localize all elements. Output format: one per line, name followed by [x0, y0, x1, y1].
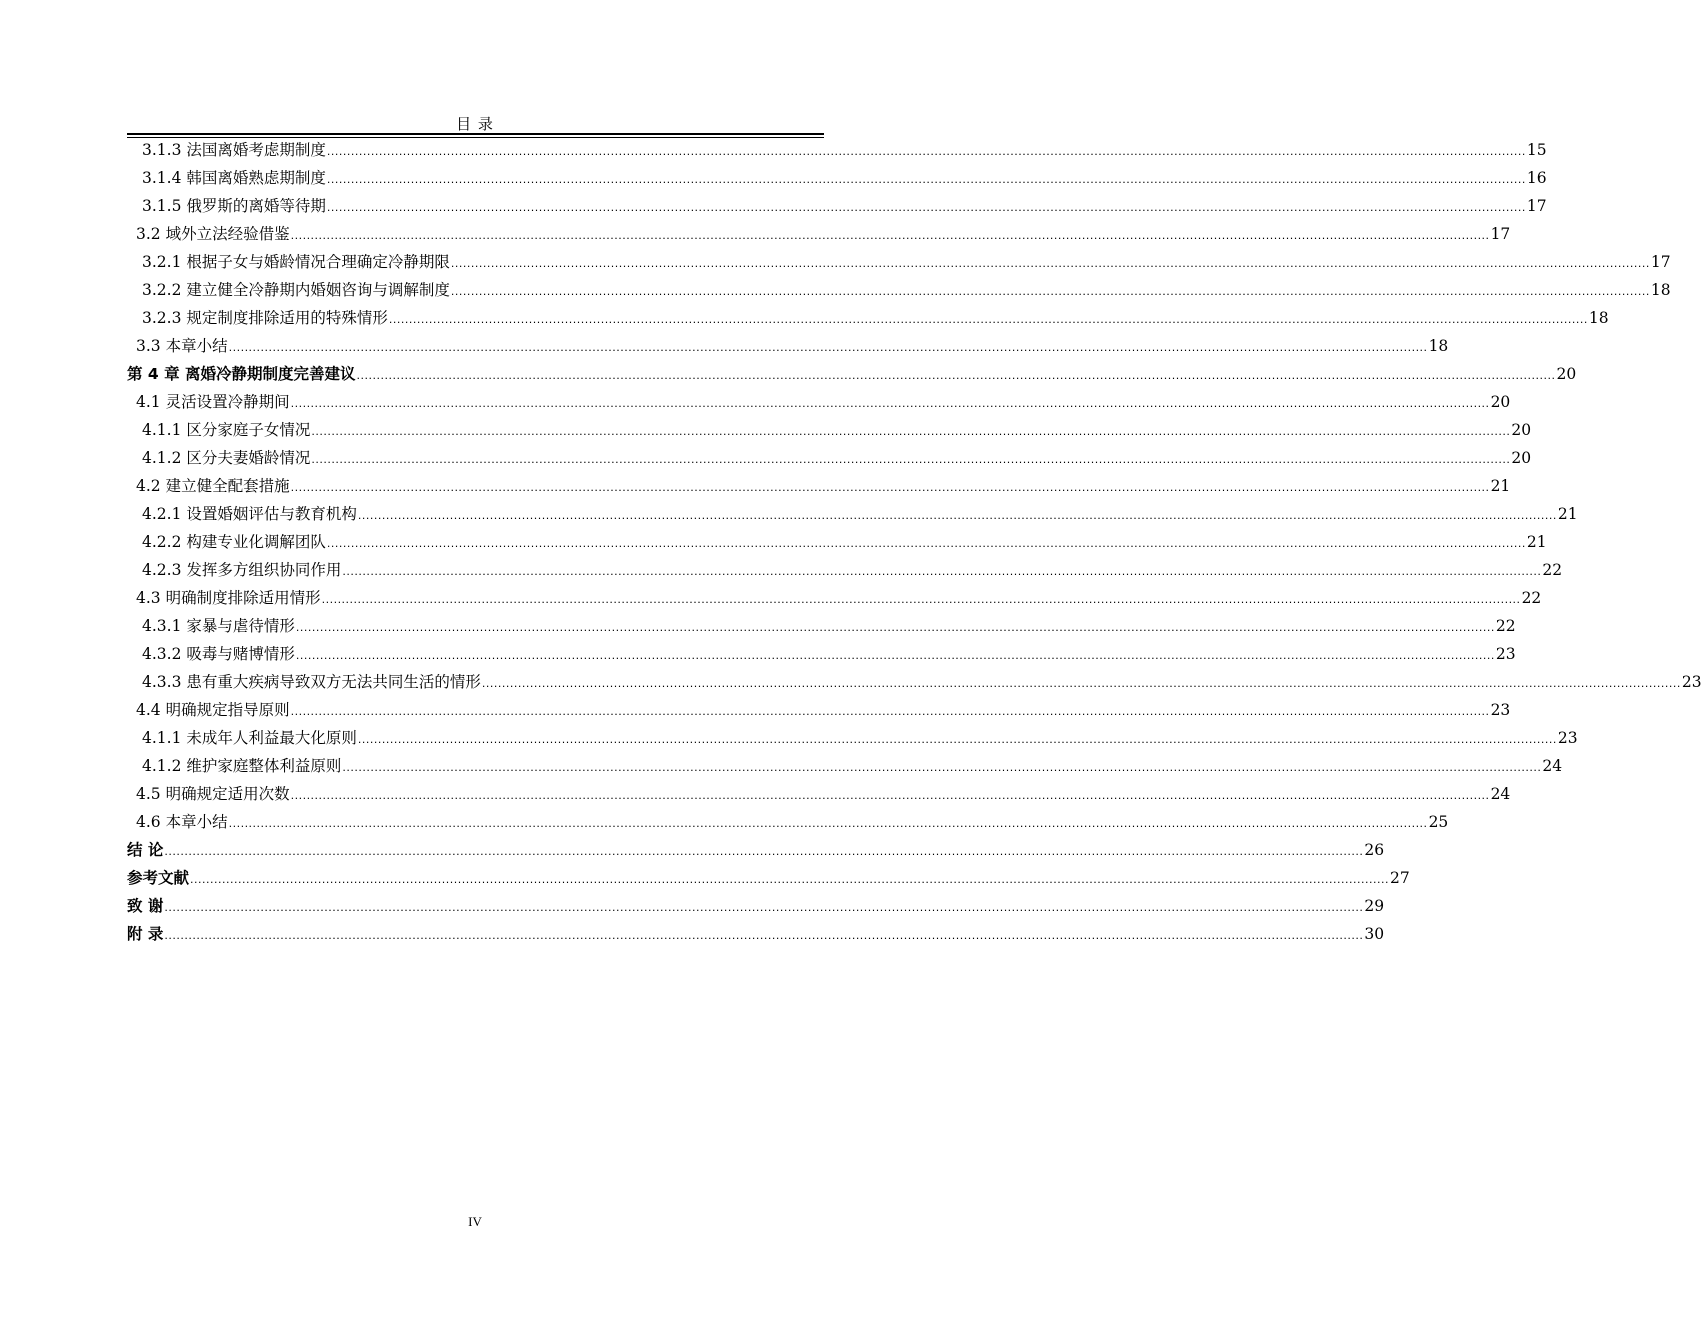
toc-entry-page-number: 21: [1490, 477, 1511, 495]
toc-entry-page-number: 26: [1364, 841, 1385, 859]
toc-entry[interactable]: [127, 556, 1563, 584]
toc-entry[interactable]: [127, 584, 1542, 612]
toc-entry-title: 4.2.1 设置婚姻评估与教育机构: [142, 505, 357, 523]
toc-dot-leader: ............................................................................................................................................................................................................................................................................................................: [190, 873, 1389, 886]
toc-entry-title: 3.3 本章小结: [136, 337, 228, 355]
toc-entry[interactable]: [127, 472, 1511, 500]
table-of-contents: [127, 136, 1702, 948]
toc-dot-leader: ............................................................................................................................................................................................................................................................................................................: [326, 201, 1526, 214]
toc-entry-page-number: 20: [1511, 449, 1532, 467]
toc-dot-leader: ............................................................................................................................................................................................................................................................................................................: [357, 509, 1557, 522]
page-header-title: 目 录: [456, 115, 494, 133]
toc-dot-leader: ............................................................................................................................................................................................................................................................................................................: [357, 733, 1557, 746]
toc-entry-page-number: 18: [1428, 337, 1449, 355]
toc-entry-title: 4.3.2 吸毒与赌博情形: [142, 645, 295, 663]
toc-dot-leader: ............................................................................................................................................................................................................................................................................................................: [290, 481, 1490, 494]
toc-entry-page-number: 17: [1490, 225, 1511, 243]
toc-entry-title: 4.3.3 患有重大疾病导致双方无法共同生活的情形: [142, 673, 481, 691]
toc-dot-leader: ............................................................................................................................................................................................................................................................................................................: [326, 145, 1526, 158]
toc-entry[interactable]: [127, 780, 1511, 808]
toc-entry[interactable]: [127, 304, 1609, 332]
toc-entry-title: 3.1.4 韩国离婚熟虑期制度: [142, 169, 326, 187]
toc-entry-title: 4.1.2 维护家庭整体利益原则: [142, 757, 342, 775]
toc-entry[interactable]: [127, 920, 1385, 948]
toc-entry-page-number: 23: [1557, 729, 1578, 747]
toc-entry-title: 3.1.3 法国离婚考虑期制度: [142, 141, 326, 159]
toc-entry[interactable]: [127, 612, 1516, 640]
toc-entry-title: 4.3.1 家暴与虐待情形: [142, 617, 295, 635]
toc-dot-leader: ............................................................................................................................................................................................................................................................................................................: [164, 845, 1364, 858]
toc-entry-title: 4.4 明确规定指导原则: [136, 701, 290, 719]
toc-entry-title: 4.1.1 区分家庭子女情况: [142, 421, 311, 439]
toc-entry-page-number: 17: [1650, 253, 1671, 271]
toc-entry-page-number: 24: [1490, 785, 1511, 803]
toc-entry-title: 3.1.5 俄罗斯的离婚等待期: [142, 197, 326, 215]
toc-entry-title: 4.2 建立健全配套措施: [136, 477, 290, 495]
toc-dot-leader: ............................................................................................................................................................................................................................................................................................................: [290, 229, 1490, 242]
toc-entry[interactable]: [127, 724, 1578, 752]
toc-entry-title: 4.1.1 未成年人利益最大化原则: [142, 729, 357, 747]
toc-dot-leader: ............................................................................................................................................................................................................................................................................................................: [481, 677, 1681, 690]
toc-entry[interactable]: [127, 752, 1563, 780]
toc-entry-title: 4.6 本章小结: [136, 813, 228, 831]
toc-entry[interactable]: [127, 892, 1385, 920]
toc-dot-leader: ............................................................................................................................................................................................................................................................................................................: [326, 537, 1526, 550]
toc-entry[interactable]: [127, 248, 1671, 276]
toc-entry-page-number: 22: [1542, 561, 1563, 579]
toc-entry-title: 4.2.3 发挥多方组织协同作用: [142, 561, 342, 579]
toc-entry-page-number: 18: [1588, 309, 1609, 327]
toc-entry[interactable]: [127, 808, 1449, 836]
toc-entry[interactable]: [127, 276, 1671, 304]
toc-entry-title: 3.2.2 建立健全冷静期内婚姻咨询与调解制度: [142, 281, 450, 299]
toc-entry[interactable]: [127, 836, 1385, 864]
toc-entry-title: 4.1 灵活设置冷静期间: [136, 393, 290, 411]
toc-entry[interactable]: [127, 164, 1547, 192]
toc-entry-title: 4.3 明确制度排除适用情形: [136, 589, 321, 607]
toc-entry-page-number: 22: [1495, 617, 1516, 635]
toc-dot-leader: ............................................................................................................................................................................................................................................................................................................: [450, 257, 1650, 270]
toc-entry[interactable]: [127, 360, 1577, 388]
toc-entry-title: 4.1.2 区分夫妻婚龄情况: [142, 449, 311, 467]
toc-entry-title: 4.5 明确规定适用次数: [136, 785, 290, 803]
toc-entry-page-number: 21: [1557, 505, 1578, 523]
toc-entry-page-number: 23: [1490, 701, 1511, 719]
toc-entry-page-number: 22: [1521, 589, 1542, 607]
toc-dot-leader: ............................................................................................................................................................................................................................................................................................................: [164, 901, 1364, 914]
toc-entry-page-number: 29: [1364, 897, 1385, 915]
toc-dot-leader: ............................................................................................................................................................................................................................................................................................................: [326, 173, 1526, 186]
toc-entry-title: 4.2.2 构建专业化调解团队: [142, 533, 326, 551]
toc-entry-page-number: 24: [1542, 757, 1563, 775]
toc-entry[interactable]: [127, 136, 1547, 164]
toc-entry-page-number: 25: [1428, 813, 1449, 831]
toc-entry-page-number: 16: [1526, 169, 1547, 187]
toc-entry-page-number: 20: [1511, 421, 1532, 439]
toc-entry-page-number: 20: [1556, 365, 1577, 383]
toc-entry[interactable]: [127, 528, 1547, 556]
toc-entry-page-number: 30: [1364, 925, 1385, 943]
toc-entry[interactable]: [127, 500, 1578, 528]
toc-entry-page-number: 15: [1526, 141, 1547, 159]
page-number: IV: [468, 1214, 482, 1229]
toc-dot-leader: ............................................................................................................................................................................................................................................................................................................: [311, 425, 1511, 438]
toc-entry[interactable]: [127, 668, 1702, 696]
toc-dot-leader: ............................................................................................................................................................................................................................................................................................................: [290, 705, 1490, 718]
toc-entry[interactable]: [127, 192, 1547, 220]
toc-entry-title: 结 论: [127, 841, 164, 859]
toc-entry-page-number: 18: [1650, 281, 1671, 299]
toc-entry[interactable]: [127, 220, 1511, 248]
toc-entry[interactable]: [127, 332, 1449, 360]
toc-entry-page-number: 20: [1490, 393, 1511, 411]
toc-entry-title: 3.2.1 根据子女与婚龄情况合理确定冷静期限: [142, 253, 450, 271]
toc-entry-title: 第 4 章 离婚冷静期制度完善建议: [127, 365, 356, 383]
toc-entry-page-number: 23: [1681, 673, 1702, 691]
toc-dot-leader: ............................................................................................................................................................................................................................................................................................................: [321, 593, 1521, 606]
toc-entry-title: 致 谢: [127, 897, 164, 915]
toc-dot-leader: ............................................................................................................................................................................................................................................................................................................: [342, 565, 1542, 578]
toc-entry-title: 3.2.3 规定制度排除适用的特殊情形: [142, 309, 388, 327]
toc-dot-leader: ............................................................................................................................................................................................................................................................................................................: [290, 789, 1490, 802]
toc-dot-leader: ............................................................................................................................................................................................................................................................................................................: [228, 817, 1428, 830]
toc-entry[interactable]: [127, 444, 1532, 472]
toc-dot-leader: ............................................................................................................................................................................................................................................................................................................: [290, 397, 1490, 410]
toc-dot-leader: ............................................................................................................................................................................................................................................................................................................: [164, 929, 1364, 942]
toc-dot-leader: ............................................................................................................................................................................................................................................................................................................: [228, 341, 1428, 354]
toc-entry-page-number: 27: [1390, 869, 1410, 887]
toc-entry[interactable]: [127, 388, 1511, 416]
toc-entry[interactable]: [127, 416, 1532, 444]
header-rule-thick: [127, 133, 824, 135]
toc-entry-title: 参考文献: [127, 869, 190, 887]
toc-dot-leader: ............................................................................................................................................................................................................................................................................................................: [295, 621, 1495, 634]
toc-entry[interactable]: [127, 864, 1410, 892]
toc-dot-leader: ............................................................................................................................................................................................................................................................................................................: [342, 761, 1542, 774]
toc-dot-leader: ............................................................................................................................................................................................................................................................................................................: [388, 313, 1588, 326]
toc-entry-title: 3.2 域外立法经验借鉴: [136, 225, 290, 243]
toc-entry[interactable]: [127, 640, 1516, 668]
toc-entry[interactable]: [127, 696, 1511, 724]
toc-entry-title: 附 录: [127, 925, 164, 943]
toc-entry-page-number: 23: [1495, 645, 1516, 663]
toc-dot-leader: ............................................................................................................................................................................................................................................................................................................: [356, 369, 1556, 382]
toc-dot-leader: ............................................................................................................................................................................................................................................................................................................: [295, 649, 1495, 662]
toc-entry-page-number: 21: [1526, 533, 1547, 551]
toc-entry-page-number: 17: [1526, 197, 1547, 215]
toc-dot-leader: ............................................................................................................................................................................................................................................................................................................: [450, 285, 1650, 298]
toc-dot-leader: ............................................................................................................................................................................................................................................................................................................: [311, 453, 1511, 466]
